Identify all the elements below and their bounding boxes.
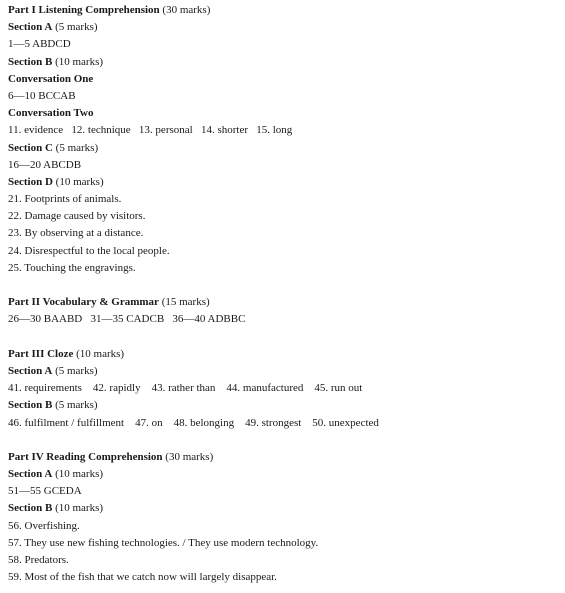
heading-label: Conversation One xyxy=(8,72,94,85)
heading-label: Part IV Reading Comprehension xyxy=(8,450,163,463)
answer-text: 57. They use new fishing technologies. / They use modern technology. xyxy=(8,536,319,549)
answer-line xyxy=(8,243,558,260)
marks-text: (5 marks) xyxy=(52,21,98,34)
marks-text: (5 marks) xyxy=(52,399,98,412)
answer-text: 24. Disrespectful to the local people. xyxy=(8,244,170,257)
section-heading xyxy=(8,363,558,380)
answer-text: 41. requirements 42. rapidly 43. rather than 44. manufactured 45. run out xyxy=(8,382,363,395)
answer-line xyxy=(8,552,558,569)
section-heading xyxy=(8,174,558,191)
marks-text: (10 marks) xyxy=(52,55,104,68)
answer-line xyxy=(8,415,558,432)
section-heading xyxy=(8,19,558,36)
answer-text: 1—5 ABDCD xyxy=(8,38,71,51)
answer-text: 51—55 GCEDA xyxy=(8,485,82,498)
marks-text: (10 marks) xyxy=(52,502,104,515)
section-heading xyxy=(8,397,558,414)
answer-line xyxy=(8,88,558,105)
answer-text: 56. Overfishing. xyxy=(8,519,80,532)
answer-line xyxy=(8,535,558,552)
heading-label: Section A xyxy=(8,364,53,377)
answer-line xyxy=(8,208,558,225)
section-heading xyxy=(8,140,558,157)
marks-text: (5 marks) xyxy=(52,364,98,377)
part-heading xyxy=(8,2,558,19)
blank-line xyxy=(8,432,558,449)
answer-line xyxy=(8,311,558,328)
marks-text: (10 marks) xyxy=(73,347,125,360)
marks-text: (5 marks) xyxy=(52,141,99,154)
answer-line xyxy=(8,260,558,277)
marks-text: (15 marks) xyxy=(158,296,210,309)
answer-line xyxy=(8,225,558,242)
part-heading xyxy=(8,294,558,311)
marks-text: (30 marks) xyxy=(159,4,211,16)
answer-line xyxy=(8,122,558,139)
heading-label: Section B xyxy=(8,55,53,68)
answer-text: 59. Most of the fish that we catch now will largely disappear. xyxy=(8,571,277,584)
heading-label: Part III Cloze xyxy=(8,347,74,360)
answer-text: 11. evidence 12. technique 13. personal 14. shorter 15. long xyxy=(8,124,293,137)
answer-text: 25. Touching the engravings. xyxy=(8,261,136,274)
blank-line xyxy=(8,277,558,294)
answer-key-document xyxy=(8,2,558,586)
answer-line xyxy=(8,518,558,535)
heading-label: Section D xyxy=(8,175,53,188)
heading-label: Conversation Two xyxy=(8,107,94,120)
section-heading xyxy=(8,54,558,71)
heading-label: Part II Vocabulary & Grammar xyxy=(8,296,159,309)
heading-label: Part I Listening Comprehension xyxy=(8,4,160,16)
heading-label: Section B xyxy=(8,399,53,412)
heading-label: Section C xyxy=(8,141,53,154)
marks-text: (30 marks) xyxy=(162,450,214,463)
marks-text: (10 marks) xyxy=(52,175,104,188)
section-heading xyxy=(8,500,558,517)
answer-text: 22. Damage caused by visitors. xyxy=(8,210,146,223)
answer-line xyxy=(8,157,558,174)
heading-label: Section B xyxy=(8,502,53,515)
heading-label: Section A xyxy=(8,21,53,34)
answer-line xyxy=(8,569,558,586)
answer-text: 23. By observing at a distance. xyxy=(8,227,144,240)
answer-text: 6—10 BCCAB xyxy=(8,89,76,102)
part-heading xyxy=(8,346,558,363)
part-heading xyxy=(8,449,558,466)
answer-text: 26—30 BAABD 31—35 CADCB 36—40 ADBBC xyxy=(8,313,246,326)
section-heading xyxy=(8,105,558,122)
answer-line xyxy=(8,483,558,500)
section-heading xyxy=(8,466,558,483)
answer-line xyxy=(8,191,558,208)
answer-text: 21. Footprints of animals. xyxy=(8,193,122,206)
blank-line xyxy=(8,329,558,346)
answer-text: 46. fulfilment / fulfillment 47. on 48. belonging 49. strongest 50. unexpected xyxy=(8,416,379,429)
answer-line xyxy=(8,380,558,397)
section-heading xyxy=(8,71,558,88)
answer-text: 58. Predators. xyxy=(8,554,69,566)
answer-line xyxy=(8,36,558,53)
heading-label: Section A xyxy=(8,468,53,481)
marks-text: (10 marks) xyxy=(52,468,104,481)
answer-text: 16—20 ABCDB xyxy=(8,158,82,171)
